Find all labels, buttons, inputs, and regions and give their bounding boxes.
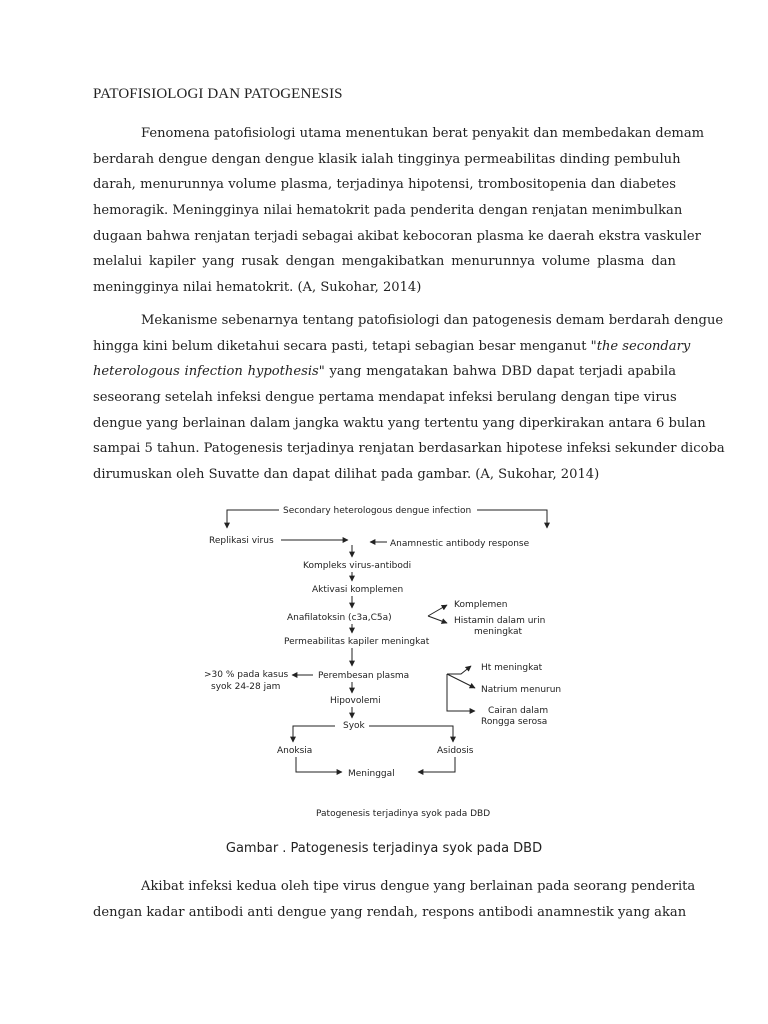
node-komplemen: Komplemen xyxy=(454,600,508,610)
paragraph-line: berdarah dengue dengan dengue klasik ialah tingginya permeabilitas dinding pembuluh xyxy=(93,151,681,167)
node-kasus: >30 % pada kasus xyxy=(204,670,289,680)
flow-arrow xyxy=(428,605,447,616)
node-histamin: meningkat xyxy=(474,627,523,637)
flow-arrow xyxy=(428,616,447,623)
paragraph-line: dugaan bahwa renjatan terjadi sebagai akibat kebocoran plasma ke daerah ekstra vaskuler xyxy=(93,228,701,244)
flow-arrow xyxy=(369,726,453,742)
node-perembesan: Perembesan plasma xyxy=(318,671,410,681)
italic-term: the secondary xyxy=(596,338,691,354)
node-cairan: Cairan dalam xyxy=(488,706,549,716)
flow-arrow xyxy=(447,674,475,688)
node-secondary-infection: Secondary heterologous dengue infection xyxy=(283,506,472,516)
node-asidosis: Asidosis xyxy=(437,746,474,756)
line-text: " yang mengatakan bahwa DBD dapat terjadi apabila xyxy=(318,364,676,380)
node-anafilatoksin: Anafilatoksin (c3a,C5a) xyxy=(287,613,392,623)
paragraph-line: hemoragik. Meningginya nilai hematokrit pada penderita dengan renjatan menimbulkan xyxy=(93,203,683,219)
flow-arrow xyxy=(447,674,475,711)
node-meninggal: Meninggal xyxy=(348,769,395,779)
node-anoksia: Anoksia xyxy=(277,746,313,756)
node-natrium: Natrium menurun xyxy=(481,685,562,695)
paragraph-line: sampai 5 tahun. Patogenesis terjadinya renjatan berdasarkan hipotese infeksi sekunder dicoba xyxy=(93,441,725,457)
flow-arrow xyxy=(296,757,342,772)
paragraph-line: dengan kadar antibodi anti dengue yang rendah, respons antibodi anamnestik yang akan xyxy=(93,904,687,920)
paragraph-line: seseorang setelah infeksi dengue pertama mendapat infeksi berulang dengan tipe virus xyxy=(93,390,677,406)
paragraph-line: dengue yang berlainan dalam jangka waktu yang tertentu yang diperkirakan antara 6 bulan xyxy=(93,415,706,431)
paragraph-line: darah, menurunnya volume plasma, terjadinya hipotensi, trombositopenia dan diabetes xyxy=(93,177,676,193)
paragraph-line: meningginya nilai hematokrit. (A, Sukohar, 2014) xyxy=(93,280,422,296)
node-syok: Syok xyxy=(343,721,365,731)
paragraph-line: melalui kapiler yang rusak dengan mengakibatkan menurunnya volume plasma dan xyxy=(93,254,676,270)
node-kompleks: Kompleks virus-antibodi xyxy=(303,561,412,571)
paragraph-line xyxy=(93,359,676,385)
pathogenesis-flowchart xyxy=(185,496,585,826)
figure-caption: Gambar . Patogenesis terjadinya syok pada DBD xyxy=(225,841,543,856)
flow-arrow xyxy=(227,510,279,528)
flow-arrow xyxy=(293,726,335,742)
paragraph-2 xyxy=(93,308,725,488)
node-cairan: Rongga serosa xyxy=(481,717,548,727)
node-ht: Ht meningkat xyxy=(481,663,543,673)
paragraph-line: Fenomena patofisiologi utama menentukan berat penyakit dan membedakan demam xyxy=(141,126,705,141)
paragraph-line xyxy=(93,334,691,360)
italic-term: heterologous infection hypothesis xyxy=(93,364,319,380)
node-histamin: Histamin dalam urin xyxy=(454,616,546,626)
node-anamnestic: Anamnestic antibody response xyxy=(390,539,530,549)
node-kasus: syok 24-28 jam xyxy=(211,682,281,692)
section-heading: PATOFISIOLOGI DAN PATOGENESIS xyxy=(93,86,343,102)
node-hipovolemi: Hipovolemi xyxy=(330,696,381,706)
node-permeabilitas: Permeabilitas kapiler meningkat xyxy=(284,637,430,647)
paragraph-1 xyxy=(93,121,705,301)
flow-arrow xyxy=(418,757,455,772)
flow-arrow xyxy=(477,510,547,528)
paragraph-line: Mekanisme sebenarnya tentang patofisiologi dan patogenesis demam berdarah dengue xyxy=(141,313,724,328)
figure-subcaption: Patogenesis terjadinya syok pada DBD xyxy=(316,809,491,819)
node-aktivasi: Aktivasi komplemen xyxy=(312,585,404,595)
paragraph-3 xyxy=(93,874,696,925)
paragraph-line: Akibat infeksi kedua oleh tipe virus dengue yang berlainan pada seorang penderita xyxy=(141,879,696,894)
node-replikasi: Replikasi virus xyxy=(209,536,274,546)
paragraph-line: dirumuskan oleh Suvatte dan dapat dilihat pada gambar. (A, Sukohar, 2014) xyxy=(93,467,600,483)
flow-arrow xyxy=(447,666,471,674)
line-text: hingga kini belum diketahui secara pasti, tetapi sebagian besar menganut " xyxy=(93,338,597,354)
